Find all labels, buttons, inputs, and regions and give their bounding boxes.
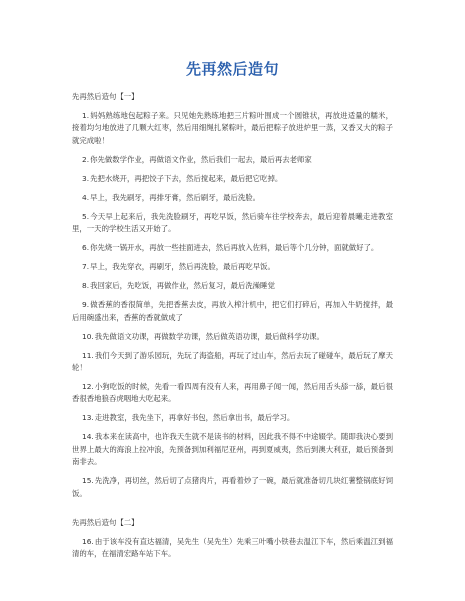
sentence-item: [72, 261, 393, 273]
sentence-text: 先洗净，再切丝，然后切了点猪肉片，再看着炒了一碗，最后就准备切几块红薯整锅底好饲饭。: [72, 476, 393, 498]
sentence-number: 7.: [82, 262, 90, 272]
sentence-number: 16.: [82, 536, 94, 546]
sentence-item: [72, 173, 393, 185]
sentence-text: 由于该车没有直达福清，吴先生（吴先生）先乘三叶嘴小铁巷去温江下车，然后乘温江到福清的车，在福清宏路车站下车。: [72, 536, 393, 559]
sentence-text: 走进教室，我先坐下，再拿好书包，然后拿出书，最后学习。: [94, 413, 295, 423]
section-heading-one: 先再然后造句【一】: [72, 92, 139, 101]
sentence-text: 先把水烧开，再把饺子下去，然后搅起来，最后把它吃掉。: [90, 173, 283, 183]
sentence-item: [72, 350, 393, 375]
sentence-number: 3.: [82, 173, 90, 183]
sentence-number: 6.: [82, 243, 90, 253]
sentence-item: [72, 381, 393, 406]
sentence-text: 我回家后，先吃饭，再做作业，然后复习，最后洗澡睡觉: [90, 281, 275, 291]
sentence-number: 12.: [82, 382, 94, 392]
sentence-item: [72, 280, 393, 292]
sentence-text: 我先做语文功课，再做数学功课，然后做英语功课，最后做科学功课。: [94, 331, 324, 341]
sentence-text: 今天早上起来后，我先洗脸刷牙，再吃早饭，然后骑车往学校奔去，最后迎着晨曦走进教室里，一天的学校生活又开始了。: [72, 211, 393, 234]
sentence-number: 13.: [82, 413, 94, 423]
sentence-item: [72, 536, 393, 561]
sentence-item: [72, 110, 393, 147]
sentence-number: 15.: [82, 476, 94, 486]
sentence-text: 早上，我先穿衣，再刷牙，然后再洗脸，最后再吃早饭。: [90, 262, 275, 272]
sentence-number: 4.: [82, 192, 90, 202]
sentence-item: [72, 299, 393, 324]
sentence-item: [72, 211, 393, 236]
sentence-item: [72, 242, 393, 254]
sentence-text: 早上，我先刷牙，再排牙膏，然后刷牙，最后洗脸。: [90, 192, 261, 202]
sentence-number: 5.: [82, 211, 90, 221]
sentence-number: 2.: [82, 154, 90, 164]
section-divider-space: [72, 507, 393, 517]
sentence-text: 我本来在读高中，也许我天生就不是读书的材料，因此我不得不中途辍学。随即我决心要到世界上最大的海浪上拉冲浪，先预备到加利福尼亚州，再到夏威夷，然后到澳大利亚，最后预备到南非去。: [72, 432, 393, 467]
sentence-number: 11.: [82, 350, 94, 360]
sentence-number: 10.: [82, 331, 94, 341]
sentence-number: 8.: [82, 281, 90, 291]
sentence-text: 你先烧一锅开水，再放一些挂面进去，然后再放入佐料，最后等个几分钟，面就做好了。: [90, 243, 379, 253]
sentence-item: [72, 154, 393, 166]
sentence-text: 做香蕉的香很简单，先把香蕉去皮，再放入榨汁机中，把它们打碎后，再加入牛奶搅拌，最后用碗盛出来，香蕉的香就做成了: [72, 300, 393, 322]
sentence-text: 妈妈熟练地包起粽子来。只见她先熟练地把三片粽叶围成一个圆锥状，再放进适量的糯米，接着均匀地放进了几颗大红枣，然后用细绳扎紧粽叶，最后把粽子放进炉里一蒸，又香又大的粽子就完成啦！: [72, 111, 393, 145]
sentence-text: 小狗吃饭的时候，先看一看四周有没有人来，再用鼻子闻一闻，然后用舌头舔一舔，最后很香很香地狼吞虎咽地大吃起来。: [72, 382, 393, 404]
sentence-text: 我们今天到了游乐园玩，先玩了海盗船，再玩了过山车，然后去玩了碰碰车，最后玩了摩天轮！: [72, 350, 393, 373]
sentence-text: 你先做数学作业，再做语文作业，然后我们一起去，最后再去老师家: [90, 154, 312, 164]
section-heading-two: 先再然后造句【二】: [72, 517, 139, 527]
sentence-item: [72, 331, 393, 343]
sentence-list-two: [72, 536, 393, 561]
document-title: 先再然后造句: [185, 60, 279, 78]
sentence-number: 1.: [82, 111, 90, 120]
sentence-item: [72, 412, 393, 424]
sentence-list-one: [72, 110, 393, 500]
sentence-item: [72, 431, 393, 468]
sentence-number: 9.: [82, 300, 90, 310]
sentence-item: [72, 475, 393, 500]
sentence-number: 14.: [82, 432, 94, 442]
sentence-item: [72, 192, 393, 204]
